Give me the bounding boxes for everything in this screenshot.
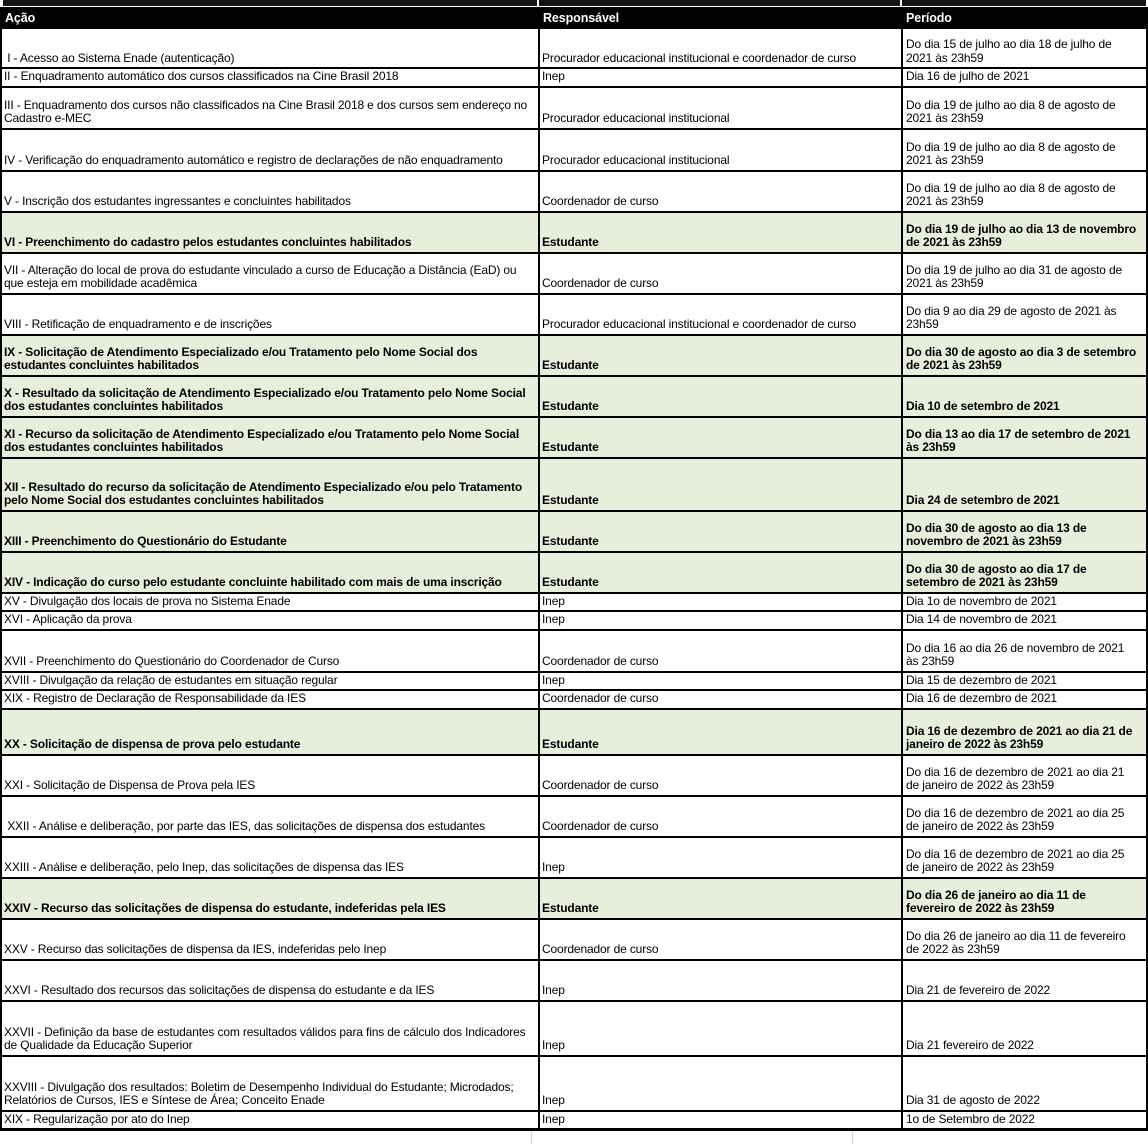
table-row (1, 672, 1147, 691)
table-row (1, 87, 1147, 129)
table-row (1, 1001, 1147, 1056)
table-row (1, 593, 1147, 612)
table-row (1, 709, 1147, 755)
period-cell: Do dia 16 ao dia 26 de novembro de 2021 às 23h59 (902, 630, 1147, 672)
action-cell: XVI - Aplicação da prova (1, 611, 539, 630)
responsible-cell: Inep (539, 593, 902, 612)
period-cell: Do dia 30 de agosto ao dia 3 de setembro de 2021 às 23h59 (902, 335, 1147, 376)
action-cell: IV - Verificação do enquadramento automático e registro de declarações de não enquadramento (1, 129, 539, 171)
enade-schedule-table (0, 7, 1148, 1131)
responsible-cell: Estudante (539, 212, 902, 253)
table-row (1, 1111, 1147, 1130)
header-row (1, 8, 1147, 28)
responsible-cell: Procurador educacional institucional (539, 87, 902, 129)
period-cell: Do dia 30 de agosto ao dia 13 de novembro de 2021 às 23h59 (902, 511, 1147, 552)
period-cell: Do dia 26 de janeiro ao dia 11 de fevereiro de 2022 às 23h59 (902, 919, 1147, 960)
action-cell: XV - Divulgação dos locais de prova no Sistema Enade (1, 593, 539, 612)
table-row (1, 690, 1147, 709)
period-cell: Do dia 16 de dezembro de 2021 ao dia 25 de janeiro de 2022 às 23h59 (902, 796, 1147, 837)
action-cell: XIX - Regularização por ato do Inep (1, 1111, 539, 1130)
action-cell: IX - Solicitação de Atendimento Especializado e/ou Tratamento pelo Nome Social dos estudantes concluintes habilitados (1, 335, 539, 376)
period-cell: Dia 16 de dezembro de 2021 ao dia 21 de janeiro de 2022 às 23h59 (902, 709, 1147, 755)
action-cell: XII - Resultado do recurso da solicitação de Atendimento Especializado e/ou pelo Tratamento pelo Nome Social dos estudantes concluintes habilitados (1, 458, 539, 511)
responsible-cell: Inep (539, 672, 902, 691)
action-cell: II - Enquadramento automático dos cursos classificados na Cine Brasil 2018 (1, 68, 539, 87)
action-cell: XI - Recurso da solicitação de Atendimento Especializado e/ou Tratamento pelo Nome Social dos estudantes concluintes habilitados (1, 417, 539, 458)
responsible-cell: Inep (539, 837, 902, 878)
column-header-acao: Ação (1, 8, 539, 28)
action-cell: XVII - Preenchimento do Questionário do Coordenador de Curso (1, 630, 539, 672)
action-cell: VII - Alteração do local de prova do estudante vinculado a curso de Educação a Distância (EaD) ou que esteja em mobilidade acadêmica (1, 253, 539, 294)
period-cell: Dia 14 de novembro de 2021 (902, 611, 1147, 630)
spreadsheet-gridline (852, 1131, 853, 1144)
period-cell: Do dia 30 de agosto ao dia 17 de setembro de 2021 às 23h59 (902, 552, 1147, 593)
table-row (1, 611, 1147, 630)
column-divider (900, 0, 902, 6)
responsible-cell: Inep (539, 1001, 902, 1056)
table-row (1, 919, 1147, 960)
responsible-cell: Estudante (539, 417, 902, 458)
table-row (1, 212, 1147, 253)
table-row (1, 335, 1147, 376)
action-cell: VI - Preenchimento do cadastro pelos estudantes concluintes habilitados (1, 212, 539, 253)
period-cell: Do dia 15 de julho ao dia 18 de julho de 2021 às 23h59 (902, 28, 1147, 68)
cropped-top-row-remnant (3, 0, 1146, 6)
table-row (1, 552, 1147, 593)
column-header-periodo: Período (902, 8, 1147, 28)
action-cell: XX - Solicitação de dispensa de prova pelo estudante (1, 709, 539, 755)
table-row (1, 796, 1147, 837)
table-row (1, 68, 1147, 87)
period-cell: Do dia 19 de julho ao dia 8 de agosto de 2021 às 23h59 (902, 129, 1147, 171)
responsible-cell: Estudante (539, 511, 902, 552)
responsible-cell: Coordenador de curso (539, 690, 902, 709)
responsible-cell: Coordenador de curso (539, 253, 902, 294)
action-cell: XXII - Análise e deliberação, por parte das IES, das solicitações de dispensa dos estudantes (1, 796, 539, 837)
period-cell: Dia 21 fevereiro de 2022 (902, 1001, 1147, 1056)
column-header-responsavel: Responsável (539, 8, 902, 28)
table-row (1, 417, 1147, 458)
table-row (1, 1056, 1147, 1111)
action-cell: XXVIII - Divulgação dos resultados: Boletim de Desempenho Individual do Estudante; Microdados; Relatórios de Cursos, IES e Síntese de Área; Conceito Enade (1, 1056, 539, 1111)
period-cell: Do dia 9 ao dia 29 de agosto de 2021 às 23h59 (902, 294, 1147, 335)
period-cell: Dia 16 de julho de 2021 (902, 68, 1147, 87)
responsible-cell: Estudante (539, 878, 902, 919)
table-row (1, 458, 1147, 511)
period-cell: Dia 16 de dezembro de 2021 (902, 690, 1147, 709)
table-row (1, 960, 1147, 1001)
column-divider (537, 0, 539, 6)
action-cell: VIII - Retificação de enquadramento e de inscrições (1, 294, 539, 335)
action-cell: III - Enquadramento dos cursos não classificados na Cine Brasil 2018 e dos cursos sem endereço no Cadastro e-MEC (1, 87, 539, 129)
responsible-cell: Estudante (539, 552, 902, 593)
responsible-cell: Inep (539, 1111, 902, 1130)
responsible-cell: Coordenador de curso (539, 919, 902, 960)
table-row (1, 878, 1147, 919)
period-cell: Dia 31 de agosto de 2022 (902, 1056, 1147, 1111)
period-cell: Dia 21 de fevereiro de 2022 (902, 960, 1147, 1001)
action-cell: X - Resultado da solicitação de Atendimento Especializado e/ou Tratamento pelo Nome Social dos estudantes concluintes habilitados (1, 376, 539, 417)
action-cell: XIX - Registro de Declaração de Responsabilidade da IES (1, 690, 539, 709)
responsible-cell: Procurador educacional institucional e coordenador de curso (539, 28, 902, 68)
period-cell: Do dia 19 de julho ao dia 13 de novembro de 2021 às 23h59 (902, 212, 1147, 253)
period-cell: Do dia 19 de julho ao dia 31 de agosto de 2021 às 23h59 (902, 253, 1147, 294)
responsible-cell: Inep (539, 1056, 902, 1111)
period-cell: Dia 15 de dezembro de 2021 (902, 672, 1147, 691)
period-cell: Do dia 26 de janeiro ao dia 11 de fevereiro de 2022 às 23h59 (902, 878, 1147, 919)
responsible-cell: Inep (539, 960, 902, 1001)
responsible-cell: Estudante (539, 376, 902, 417)
period-cell: Do dia 13 ao dia 17 de setembro de 2021 às 23h59 (902, 417, 1147, 458)
action-cell: XXIV - Recurso das solicitações de dispensa do estudante, indeferidas pela IES (1, 878, 539, 919)
responsible-cell: Inep (539, 68, 902, 87)
period-cell: Do dia 16 de dezembro de 2021 ao dia 25 de janeiro de 2022 às 23h59 (902, 837, 1147, 878)
action-cell: I - Acesso ao Sistema Enade (autenticação) (1, 28, 539, 68)
responsible-cell: Coordenador de curso (539, 796, 902, 837)
action-cell: V - Inscrição dos estudantes ingressantes e concluintes habilitados (1, 171, 539, 212)
period-cell: Do dia 19 de julho ao dia 8 de agosto de 2021 às 23h59 (902, 87, 1147, 129)
action-cell: XIII - Preenchimento do Questionário do Estudante (1, 511, 539, 552)
table-row (1, 837, 1147, 878)
responsible-cell: Inep (539, 611, 902, 630)
table-row (1, 511, 1147, 552)
period-cell: Dia 1o de novembro de 2021 (902, 593, 1147, 612)
table-row (1, 28, 1147, 68)
action-cell: XIV - Indicação do curso pelo estudante concluinte habilitado com mais de uma inscrição (1, 552, 539, 593)
action-cell: XXVI - Resultado dos recursos das solicitações de dispensa do estudante e da IES (1, 960, 539, 1001)
period-cell: 1o de Setembro de 2022 (902, 1111, 1147, 1130)
responsible-cell: Coordenador de curso (539, 630, 902, 672)
responsible-cell: Procurador educacional institucional (539, 129, 902, 171)
table-row (1, 294, 1147, 335)
responsible-cell: Estudante (539, 709, 902, 755)
responsible-cell: Estudante (539, 458, 902, 511)
responsible-cell: Estudante (539, 335, 902, 376)
table-row (1, 253, 1147, 294)
action-cell: XXV - Recurso das solicitações de dispensa da IES, indeferidas pelo Inep (1, 919, 539, 960)
responsible-cell: Coordenador de curso (539, 171, 902, 212)
table-row (1, 376, 1147, 417)
table-row (1, 171, 1147, 212)
table-row (1, 129, 1147, 171)
spreadsheet-gridline (531, 1131, 532, 1144)
period-cell: Do dia 19 de julho ao dia 8 de agosto de 2021 às 23h59 (902, 171, 1147, 212)
action-cell: XXVII - Definição da base de estudantes com resultados válidos para fins de cálculo dos Indicadores de Qualidade da Educação Superior (1, 1001, 539, 1056)
responsible-cell: Procurador educacional institucional e coordenador de curso (539, 294, 902, 335)
action-cell: XXIII - Análise e deliberação, pelo Inep, das solicitações de dispensa das IES (1, 837, 539, 878)
action-cell: XVIII - Divulgação da relação de estudantes em situação regular (1, 672, 539, 691)
period-cell: Dia 24 de setembro de 2021 (902, 458, 1147, 511)
table-row (1, 755, 1147, 796)
period-cell: Dia 10 de setembro de 2021 (902, 376, 1147, 417)
gridline-area (0, 1131, 1148, 1144)
action-cell: XXI - Solicitação de Dispensa de Prova pela IES (1, 755, 539, 796)
period-cell: Do dia 16 de dezembro de 2021 ao dia 21 de janeiro de 2022 às 23h59 (902, 755, 1147, 796)
table-row (1, 630, 1147, 672)
responsible-cell: Coordenador de curso (539, 755, 902, 796)
